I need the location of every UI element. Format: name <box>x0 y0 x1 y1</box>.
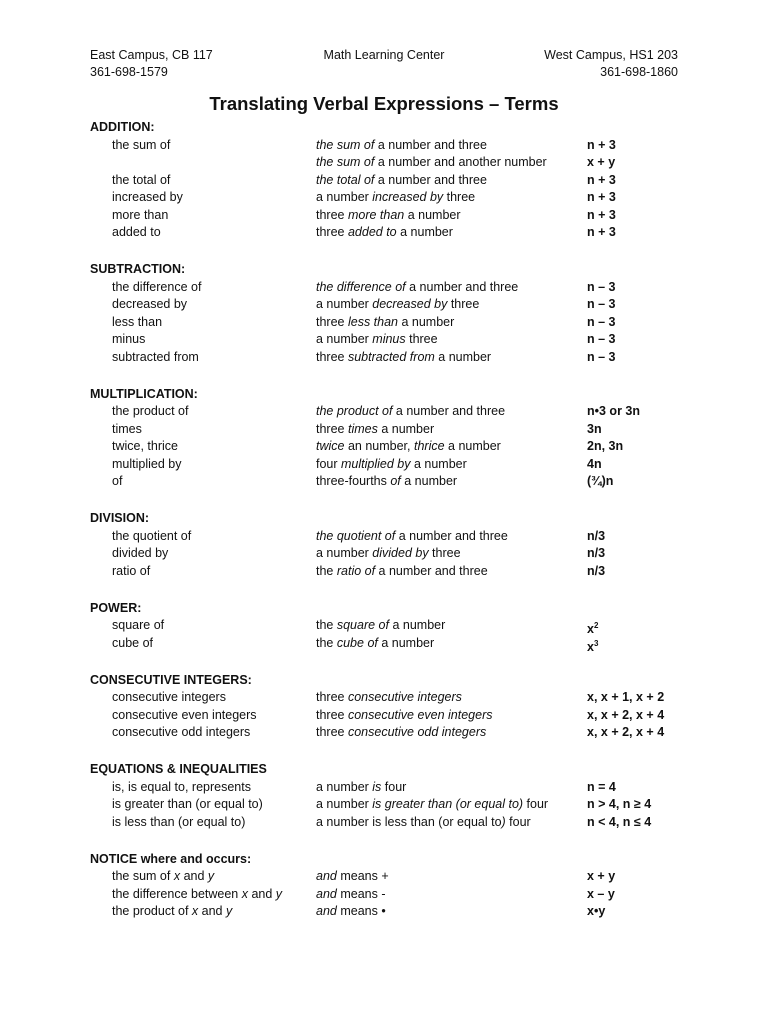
expression-cell: n – 3 <box>587 297 616 311</box>
italic-text: x <box>191 904 199 918</box>
italic-text: times <box>347 421 378 436</box>
text-run: means • <box>336 904 386 918</box>
section-title: DIVISION: <box>90 511 150 525</box>
west-campus-phone: 361-698-1860 <box>600 65 678 79</box>
term-row <box>90 331 690 349</box>
expression-cell: n + 3 <box>587 207 616 222</box>
expression-cell: 4n <box>587 456 602 471</box>
term-cell: the difference of <box>112 279 202 294</box>
section <box>90 851 690 921</box>
term-cell: added to <box>112 225 161 239</box>
term-row <box>90 421 690 439</box>
italic-text: increased by <box>372 190 444 204</box>
text-run: the <box>316 618 337 632</box>
term-row <box>90 438 690 456</box>
phrase-cell <box>316 724 486 742</box>
text-run: a number is less than (or equal to <box>316 814 502 829</box>
text-run: a number <box>410 456 467 471</box>
text-run: an number, <box>344 439 414 453</box>
phrase-cell <box>316 349 491 367</box>
term-row <box>90 279 690 297</box>
text-run: a number <box>316 797 373 811</box>
text-run: a number and another number <box>374 155 547 169</box>
term-row <box>90 224 690 242</box>
section-title: SUBTRACTION: <box>90 262 186 276</box>
italic-text: consecutive even integers <box>347 707 493 722</box>
phrase-cell <box>316 224 453 242</box>
expression-cell: 2n, 3n <box>587 439 624 453</box>
text-run: three-fourths <box>316 474 391 488</box>
term-cell: ratio of <box>112 563 151 578</box>
text-run: four <box>523 797 549 811</box>
text-run: four <box>381 779 407 794</box>
phrase-cell <box>316 137 487 155</box>
phrase-cell <box>316 403 505 421</box>
term-cell <box>112 868 214 886</box>
text-run: three <box>316 707 348 722</box>
expression-cell: n + 3 <box>587 137 616 152</box>
term-row <box>90 349 690 367</box>
italic-text: twice <box>316 439 345 453</box>
west-campus-location: West Campus, HS1 203 <box>544 48 678 62</box>
italic-text: consecutive odd integers <box>347 725 487 739</box>
text-run: a number and three <box>405 279 519 294</box>
text-run: four <box>316 456 342 471</box>
phrase-cell <box>316 456 467 474</box>
text-run: a number <box>316 332 373 346</box>
expression-cell: x, x + 2, x + 4 <box>587 725 665 739</box>
text-run: three <box>316 225 348 239</box>
italic-text: y <box>275 886 283 901</box>
term-cell: decreased by <box>112 297 188 311</box>
italic-text: the difference of <box>316 279 406 294</box>
italic-text: y <box>207 869 215 883</box>
expression-cell: 3n <box>587 421 602 436</box>
term-row <box>90 563 690 581</box>
italic-text: of <box>390 474 401 488</box>
italic-text: the sum of <box>316 137 375 152</box>
text-run: a number <box>444 439 501 453</box>
term-row <box>90 473 690 491</box>
term-row <box>90 796 690 814</box>
expression-cell: $x^3$ <box>587 638 599 654</box>
phrase-cell <box>316 279 518 297</box>
term-row <box>90 886 690 904</box>
italic-text: consecutive integers <box>347 690 462 704</box>
text-run: three <box>316 725 348 739</box>
term-row <box>90 456 690 474</box>
italic-text: thrice <box>413 439 445 453</box>
phrase-cell <box>316 331 438 349</box>
term-row <box>90 689 690 707</box>
term-row <box>90 154 690 172</box>
expression-cell: n – 3 <box>587 279 616 294</box>
term-cell: consecutive even integers <box>112 707 257 722</box>
expression-cell: n – 3 <box>587 349 616 364</box>
text-run: three <box>428 546 461 560</box>
text-run: three <box>316 207 348 222</box>
section-title: CONSECUTIVE INTEGERS: <box>90 672 252 687</box>
text-run: a number <box>396 225 453 239</box>
expression-cell: n – 3 <box>587 332 616 346</box>
text-run: a number <box>316 190 373 204</box>
term-cell: subtracted from <box>112 349 199 364</box>
expression-cell: x, x + 2, x + 4 <box>587 707 665 722</box>
section <box>90 510 690 580</box>
text-run: a number <box>316 297 373 311</box>
phrase-cell <box>316 207 461 225</box>
term-cell: twice, thrice <box>112 439 178 453</box>
expression-cell: x + y <box>587 155 616 169</box>
section <box>90 672 690 742</box>
expression-cell: n = 4 <box>587 779 616 794</box>
text-run: and <box>180 869 208 883</box>
term-cell: is less than (or equal to) <box>112 814 246 829</box>
term-cell: the total of <box>112 172 171 187</box>
text-run: three <box>443 190 476 204</box>
exponent: 3 <box>593 638 599 648</box>
text-run: the <box>316 563 337 578</box>
terms-table <box>90 119 690 940</box>
phrase-cell <box>316 689 462 707</box>
section-title: EQUATIONS & INEQUALITIES <box>90 762 267 776</box>
term-cell: multiplied by <box>112 456 182 471</box>
expression-cell: n/3 <box>587 546 606 560</box>
text-run: means - <box>336 886 386 901</box>
term-row <box>90 189 690 207</box>
term-row <box>90 137 690 155</box>
text-run: a number and three <box>374 137 487 152</box>
text-run: a number and three <box>374 172 487 187</box>
italic-text: divided by <box>372 546 429 560</box>
text-run: the difference between <box>112 886 242 901</box>
text-run: a number <box>404 207 461 222</box>
phrase-cell <box>316 172 487 190</box>
text-run: a number and three <box>392 404 506 418</box>
expression-cell: (¾)n <box>587 474 614 488</box>
expression-cell: n + 3 <box>587 190 616 204</box>
section-title: POWER: <box>90 600 142 615</box>
italic-text: subtracted from <box>347 349 435 364</box>
term-row <box>90 724 690 742</box>
term-cell: times <box>112 421 142 436</box>
italic-text: cube of <box>336 635 378 650</box>
term-cell: is, is equal to, represents <box>112 779 251 794</box>
text-run: four <box>505 814 531 829</box>
text-run: three <box>405 332 438 346</box>
expression-cell: n > 4, n ≥ 4 <box>587 797 652 811</box>
italic-text: y <box>225 904 233 918</box>
text-run: a number <box>377 635 435 650</box>
term-cell: consecutive odd integers <box>112 725 251 739</box>
italic-text: the quotient of <box>316 528 396 543</box>
exponent: 2 <box>593 621 599 630</box>
italic-text: x <box>241 886 248 901</box>
italic-text: the total of <box>316 172 375 187</box>
text-run: a number <box>400 474 458 488</box>
term-row <box>90 814 690 832</box>
phrase-cell <box>316 707 493 725</box>
term-row <box>90 172 690 190</box>
term-row <box>90 545 690 563</box>
text-run: and <box>198 904 226 918</box>
italic-text: the product of <box>316 404 393 418</box>
term-cell: divided by <box>112 546 169 560</box>
phrase-cell <box>316 814 531 832</box>
section <box>90 761 690 831</box>
east-campus-phone: 361-698-1579 <box>90 65 168 79</box>
term-cell: of <box>112 474 123 488</box>
term-cell: minus <box>112 332 146 346</box>
italic-text: multiplied by <box>341 456 411 471</box>
phrase-cell <box>316 438 501 456</box>
phrase-cell <box>316 635 434 653</box>
italic-text: is <box>372 779 382 794</box>
expression-cell: x, x + 1, x + 2 <box>587 690 665 704</box>
italic-text: and <box>316 904 337 918</box>
italic-text: added to <box>347 225 397 239</box>
italic-text: and <box>316 869 337 883</box>
term-cell: cube of <box>112 635 154 650</box>
term-row <box>90 779 690 797</box>
text-run: three <box>316 314 348 329</box>
section-title: NOTICE where and occurs: <box>90 851 252 866</box>
text-run: a number <box>434 349 492 364</box>
east-campus-location: East Campus, CB 117 <box>90 48 213 62</box>
term-cell: consecutive integers <box>112 690 226 704</box>
text-run: a number and three <box>375 563 488 578</box>
expression-cell: n•3 or 3n <box>587 404 640 418</box>
text-run: a number <box>316 546 373 560</box>
term-cell: the product of <box>112 404 189 418</box>
text-run: a number and three <box>395 528 508 543</box>
term-cell: more than <box>112 207 169 222</box>
header-center-title: Math Learning Center <box>323 48 445 62</box>
phrase-cell <box>316 154 547 172</box>
text-run: a number <box>316 779 373 794</box>
term-cell <box>112 886 282 904</box>
term-row <box>90 617 690 635</box>
term-cell: is greater than (or equal to) <box>112 797 263 811</box>
term-row <box>90 635 690 653</box>
phrase-cell <box>316 421 434 439</box>
term-row <box>90 207 690 225</box>
italic-text: square of <box>336 618 389 632</box>
term-row <box>90 403 690 421</box>
section-title: MULTIPLICATION: <box>90 386 198 401</box>
phrase-cell <box>316 903 386 921</box>
phrase-cell <box>316 563 488 581</box>
phrase-cell <box>316 528 508 546</box>
phrase-cell <box>316 886 386 904</box>
phrase-cell <box>316 868 389 886</box>
phrase-cell <box>316 189 475 207</box>
expression-cell: n + 3 <box>587 172 616 187</box>
text-run: three <box>316 349 348 364</box>
text-run: three <box>447 297 480 311</box>
term-row <box>90 314 690 332</box>
term-cell <box>112 903 232 921</box>
section <box>90 600 690 653</box>
phrase-cell <box>316 473 457 491</box>
expression-cell: x•y <box>587 904 606 918</box>
section-title: ADDITION: <box>90 120 155 134</box>
expression-cell: n/3 <box>587 528 606 543</box>
expression-cell: n/3 <box>587 563 606 578</box>
text-run: the sum of <box>112 869 174 883</box>
section <box>90 386 690 491</box>
phrase-cell <box>316 779 406 797</box>
italic-text: ratio of <box>336 563 376 578</box>
text-run: the product of <box>112 904 192 918</box>
expression-cell: x – y <box>587 886 615 901</box>
term-cell: the sum of <box>112 137 171 152</box>
expression-cell: x + y <box>587 869 616 883</box>
italic-text: ) <box>501 814 506 829</box>
term-cell: increased by <box>112 190 183 204</box>
expression-cell: n – 3 <box>587 314 616 329</box>
phrase-cell <box>316 296 479 314</box>
term-row <box>90 296 690 314</box>
italic-text: more than <box>347 207 405 222</box>
term-row <box>90 903 690 921</box>
term-row <box>90 868 690 886</box>
text-run: three <box>316 690 348 704</box>
italic-text: minus <box>372 332 406 346</box>
expression-cell: n + 3 <box>587 225 616 239</box>
text-run: three <box>316 421 348 436</box>
text-run: means + <box>336 869 389 883</box>
term-row <box>90 528 690 546</box>
phrase-cell <box>316 617 445 635</box>
italic-text: decreased by <box>372 297 448 311</box>
phrase-cell <box>316 796 548 814</box>
phrase-cell <box>316 545 461 563</box>
text-run: and <box>247 886 276 901</box>
text-run: the <box>316 635 337 650</box>
section <box>90 119 690 242</box>
phrase-cell <box>316 314 454 332</box>
header-west-campus <box>544 47 678 81</box>
term-cell: the quotient of <box>112 528 192 543</box>
italic-text: is greater than (or equal to) <box>372 797 524 811</box>
expression-cell: n < 4, n ≤ 4 <box>587 814 652 829</box>
italic-text: x <box>173 869 181 883</box>
term-row <box>90 707 690 725</box>
term-cell: less than <box>112 314 163 329</box>
italic-text: the sum of <box>316 155 375 169</box>
italic-text: less than <box>347 314 398 329</box>
text-run: a number <box>398 314 455 329</box>
page-title: Translating Verbal Expressions – Terms <box>209 93 559 114</box>
term-cell: square of <box>112 618 165 632</box>
text-run: a number <box>377 421 435 436</box>
expression-cell: $x^2$ <box>587 621 599 637</box>
italic-text: and <box>316 886 337 901</box>
section <box>90 261 690 366</box>
text-run: a number <box>388 618 446 632</box>
